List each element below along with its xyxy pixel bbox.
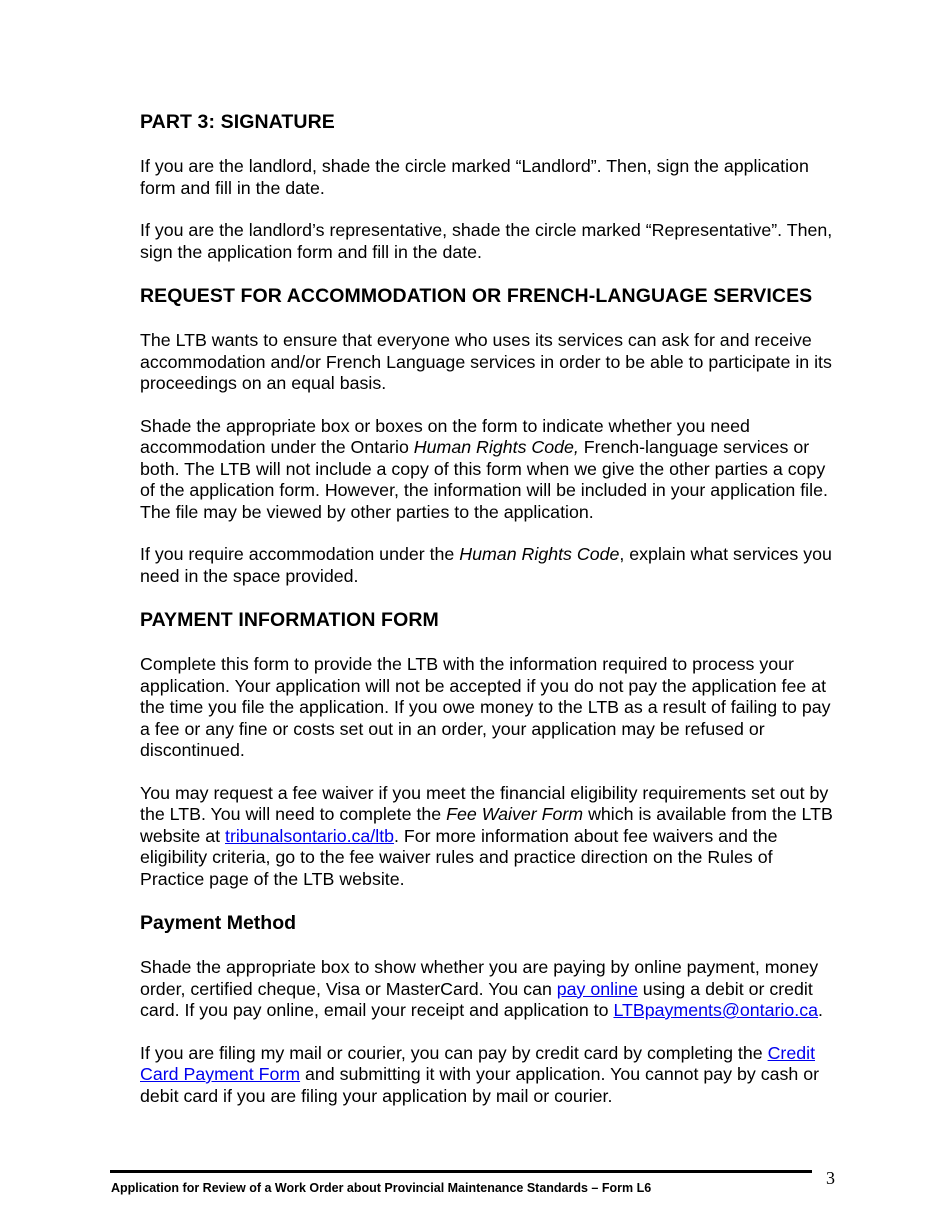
accommodation-paragraph-shade bbox=[140, 416, 840, 524]
text-run: . For more information about fee waivers and the eligibility criteria, go to the fee waiver rules and practice direction on the Rules of Practice page of the LTB website. bbox=[140, 825, 778, 889]
text-run: Shade the appropriate box to show whether you are paying by online payment, money order, certified cheque, Visa or MasterCard. You can bbox=[140, 957, 819, 999]
part3-paragraph-landlord: If you are the landlord, shade the circle marked “Landlord”. Then, sign the application form and fill in the date. bbox=[140, 156, 809, 198]
payment-info-paragraph-complete: Complete this form to provide the LTB with the information required to process your application. Your application will not be accepted if you do not pay the application fee at the time you file the application. If you owe money to the LTB as a result of failing to pay a fee or any fine or costs set out in an order, your application may be refused or discontinued. bbox=[140, 654, 831, 760]
tribunals-ontario-link[interactable]: tribunalsontario.ca/ltb bbox=[225, 825, 395, 846]
page-number: 3 bbox=[826, 1168, 835, 1188]
text-run: Shade the appropriate box or boxes on the form to indicate whether you need accommodation under the Ontario bbox=[140, 415, 750, 457]
text-run: and submitting it with your application. You cannot pay by cash or debit card if you are filing your application by mail or courier. bbox=[140, 1064, 820, 1106]
italic-human-rights-code: Human Rights Code, bbox=[413, 437, 579, 457]
text-run: . bbox=[817, 1000, 823, 1020]
payment-info-paragraph-fee-waiver bbox=[140, 783, 840, 891]
payment-method-heading: Payment Method bbox=[140, 912, 297, 934]
text-run: using a debit or credit card. If you pay online, email your receipt and application to bbox=[140, 978, 813, 1020]
footer-form-title: Application for Review of a Work Order about Provincial Maintenance Standards – Form L6 bbox=[111, 1181, 652, 1195]
payment-method-paragraph-mail bbox=[140, 1043, 840, 1108]
footer-divider bbox=[110, 1170, 812, 1173]
italic-human-rights-code: Human Rights Code bbox=[459, 544, 620, 564]
text-run: French-language services or both. The LTB will not include a copy of this form when we give the other parties a copy of the application form. However, the information will be included in your application file. The file may be viewed by other parties to the application. bbox=[140, 437, 828, 522]
italic-fee-waiver-form: Fee Waiver Form bbox=[446, 804, 584, 824]
payment-method-paragraph-shade bbox=[140, 957, 840, 1022]
ltb-payments-email-link[interactable]: LTBpayments@ontario.ca bbox=[613, 1000, 818, 1020]
accommodation-paragraph-explain bbox=[140, 544, 840, 587]
text-run: If you require accommodation under the bbox=[140, 544, 460, 564]
text-run: which is available from the LTB website at bbox=[140, 804, 833, 846]
pay-online-link[interactable]: pay online bbox=[556, 978, 638, 999]
part3-heading: PART 3: SIGNATURE bbox=[140, 111, 335, 133]
accommodation-paragraph-intro: The LTB wants to ensure that everyone who uses its services can ask for and receive accommodation and/or French Language services in order to be able to participate in its proceedings on an equal basis. bbox=[140, 330, 832, 393]
part3-paragraph-representative: If you are the landlord’s representative, shade the circle marked “Representative”. Then, sign the application form and fill in the date. bbox=[140, 220, 833, 262]
text-run: If you are filing my mail or courier, you can pay by credit card by completing the bbox=[140, 1042, 768, 1063]
credit-card-payment-form-link[interactable]: Credit Card Payment Form bbox=[140, 1042, 816, 1084]
text-run: , explain what services you need in the space provided. bbox=[140, 544, 832, 586]
text-run: You may request a fee waiver if you meet the financial eligibility requirements set out by the LTB. You will need to complete the bbox=[140, 782, 829, 824]
accommodation-heading: REQUEST FOR ACCOMMODATION OR FRENCH-LANGUAGE SERVICES bbox=[140, 285, 813, 307]
payment-info-heading: PAYMENT INFORMATION FORM bbox=[140, 609, 439, 631]
page-content bbox=[140, 110, 840, 1128]
